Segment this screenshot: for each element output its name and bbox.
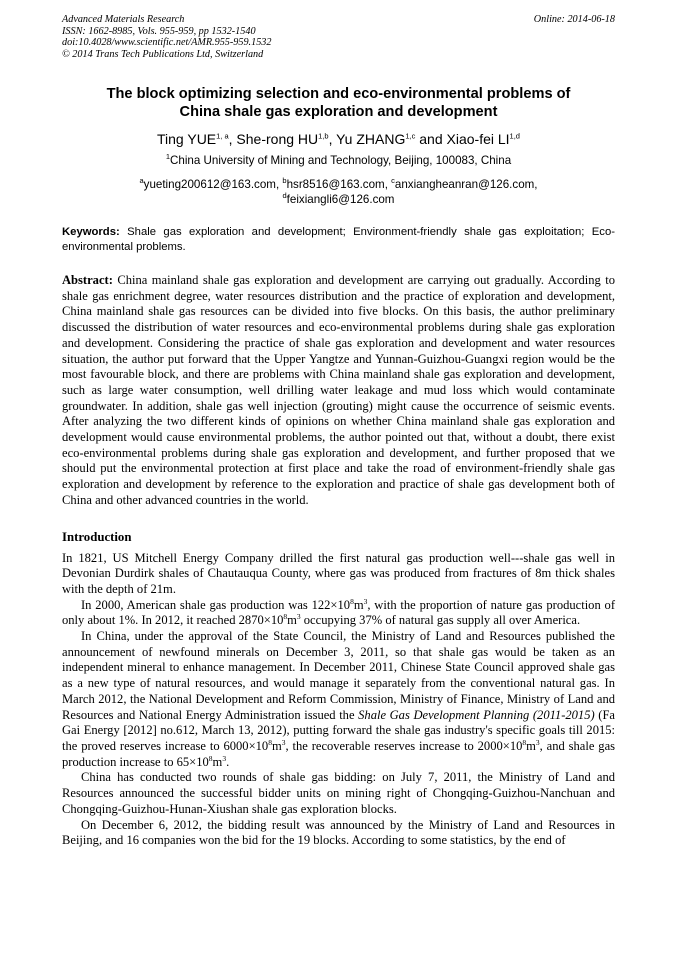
abstract: [62, 273, 615, 509]
intro-paragraph-5: On December 6, 2012, the bidding result was announced by the Ministry of Land and Resources in Beijing, and 16 companies won the bid for the 19 blocks. According to some statistics, by the end of: [62, 817, 615, 848]
author-4-sup: 1,d: [509, 131, 520, 141]
author-3-sup: 1,c: [405, 131, 416, 141]
email-d: feixiangli6@126.com: [286, 192, 395, 206]
emails-line-1: [62, 178, 615, 193]
section-heading-introduction: Introduction: [62, 529, 132, 544]
affiliation: [62, 153, 615, 168]
p2-text-3: , with the proportion of nature gas production of only about 1%. In 2012, it reached 2870×10: [62, 597, 616, 628]
author-4: and Xiao-fei LI: [415, 131, 510, 147]
intro-paragraph-3: [62, 629, 615, 770]
p3-italic-title: Shale Gas Development Planning (2011-2015): [358, 707, 595, 722]
p3-sup-1: 8: [268, 737, 272, 747]
paper-page: [62, 14, 615, 849]
email-a-sup: a: [139, 176, 144, 186]
email-b: hsr8516@163.com,: [286, 178, 392, 191]
intro-paragraph-2: [62, 598, 615, 629]
author-3: , Yu ZHANG: [328, 131, 406, 147]
emails-line-2: [62, 190, 615, 208]
affiliation-sup: 1: [165, 152, 170, 162]
keywords: [62, 225, 615, 255]
p2-text-2: m: [353, 597, 364, 612]
author-1: Ting YUE: [157, 131, 217, 147]
p3-sup-6: 3: [222, 753, 227, 763]
journal-issn: ISSN: 1662-8985, Vols. 955-959, pp 1532-1540: [62, 25, 256, 37]
p3-text-4: , the recoverable reserves increase to 2000×10: [285, 738, 523, 753]
p2-sup-2: 3: [363, 596, 368, 606]
p3-sup-3: 8: [522, 737, 527, 747]
p3-text-7: m: [212, 754, 223, 769]
author-emails: [62, 178, 615, 207]
title-line-1: The block optimizing selection and eco-environmental problems of: [106, 86, 571, 102]
online-date: Online: 2014-06-18: [533, 14, 615, 25]
email-c-sup: c: [391, 176, 395, 186]
keywords-label: Keywords:: [62, 226, 120, 238]
p2-text-4: m: [287, 613, 297, 628]
journal-copyright: © 2014 Trans Tech Publications Ltd, Switzerland: [62, 48, 264, 60]
author-2: , She-rong HU: [228, 131, 319, 147]
p3-text-3: m: [271, 738, 282, 753]
p3-text-6: , and shale gas production increase to 65×10: [62, 738, 616, 769]
email-c: anxiangheanran@126.com,: [394, 178, 538, 191]
journal-name: Advanced Materials Research: [62, 14, 185, 25]
author-2-sup: 1,b: [318, 131, 329, 141]
affiliation-text: China University of Mining and Technology, Beijing, 100083, China: [170, 154, 512, 167]
p3-text-8: .: [226, 754, 230, 769]
paper-title: [62, 85, 615, 121]
author-list: [62, 130, 615, 148]
email-d-sup: d: [282, 190, 287, 200]
journal-doi: doi:10.4028/www.scientific.net/AMR.955-959.1532: [62, 37, 272, 48]
p2-sup-4: 3: [296, 612, 301, 622]
p3-sup-2: 3: [281, 737, 286, 747]
abstract-label: Abstract:: [62, 273, 113, 287]
intro-paragraph-4: China has conducted two rounds of shale gas bidding: on July 7, 2011, the Ministry of Land and Resources announced the successful bidder units on mining right of Chongqing-Guizhou-Nanchuan and Chongqing-Guizhou-Hunan-Xiushan shale gas exploration blocks.: [62, 770, 615, 816]
p2-text-1: In 2000, American shale gas production was 122×10: [81, 597, 351, 612]
p3-text-1: In China, under the approval of the State Council, the Ministry of Land and Resources published the announcement of newfound minerals on December 3, 2011, so that shale gas would be taken as an independent mineral to enhance management. In December 2011, Chinese State Council approved shale gas as a new type of natural resources, and would manage it separately from the conventional natural gas. In March 2012, the National Development and Reform Commission, Ministry of Finance, Ministry of Land and Resources and National Energy Administration issued the: [62, 629, 615, 722]
p2-text-5: occupying 37% of natural gas supply all over America.: [300, 613, 581, 628]
p3-text-2: (Fa Gai Energy [2012] no.612, March 13, 2012), putting forward the shale gas industry's specific goals till 2015: the proved reserves increase to 6000×10: [62, 707, 615, 753]
p3-sup-4: 3: [535, 737, 540, 747]
p2-sup-3: 8: [283, 612, 288, 622]
abstract-text: China mainland shale gas exploration and development are carrying out gradually. According to shale gas enrichment degree, water resources distribution and the practice of exploration and development, China mainland shale gas resources can be divided into five blocks. On this basis, the author preliminary discussed the distribution of water resources and eco-environmental problems during shale gas exploration and development. Considering the practice of shale gas exploration and development and water resources situation, the author put forward that the Upper Yangtze and Yunnan-Guizhou-Guangxi region would be the most favourable block, and there are problems with China mainland shale gas exploration and development, such as large water consumption, well drilling water leakage and mud loss which would contaminate groundwater. In addition, shale gas well injection (grouting) might cause the occurrence of seismic events. After analyzing the two different kinds of opinions on whether China mainland shale gas exploration and development would cause environmental problems, the author pointed out that, without a doubt, there exist eco-environmental problems during shale gas exploration and development, and further proposed that we should put the environmental protection at first place and take the road of environment-friendly shale gas exploration and development by reference to the exploration and practice of shale gas development both of China and other advanced countries in the world.: [62, 273, 615, 507]
email-b-sup: b: [282, 176, 287, 186]
author-1-sup: 1, a: [216, 131, 229, 141]
email-a: yueting200612@163.com,: [143, 178, 283, 191]
intro-paragraph-1: In 1821, US Mitchell Energy Company drilled the first natural gas production well---shale gas well in Devonian Durdirk shales of Chautauqua County, where gas was produced from fractures of 8m thick shales with the depth of 21m.: [62, 550, 615, 596]
keywords-text: Shale gas exploration and development; Environment-friendly shale gas exploitation; Eco-environmental problems.: [62, 226, 615, 253]
journal-header: [62, 14, 615, 60]
p3-sup-5: 8: [208, 753, 213, 763]
title-line-2: China shale gas exploration and development: [179, 104, 498, 120]
p3-text-5: m: [526, 738, 536, 753]
p2-sup-1: 8: [350, 596, 354, 606]
